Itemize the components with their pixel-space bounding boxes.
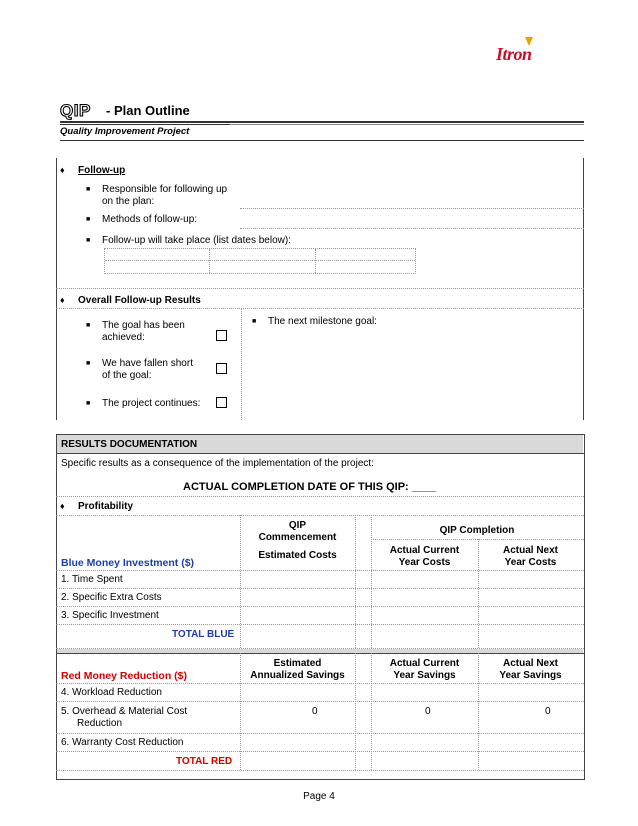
subtitle: Quality Improvement Project bbox=[60, 126, 190, 137]
row-rule bbox=[56, 683, 584, 684]
results-header-rule bbox=[56, 453, 584, 454]
completion-header-rule bbox=[371, 539, 584, 540]
row-rule bbox=[56, 701, 584, 702]
followup-responsible-label: Responsible for following up on the plan: bbox=[102, 184, 228, 207]
row-rule bbox=[56, 624, 584, 625]
profitability-heading: Profitability bbox=[78, 501, 134, 512]
followup-dates-label: Follow-up will take place (list dates below): bbox=[102, 235, 291, 246]
results-heading: RESULTS DOCUMENTATION bbox=[61, 439, 198, 450]
diamond-bullet-icon: ♦ bbox=[60, 165, 65, 175]
red-money-heading: Red Money Reduction ($) bbox=[61, 670, 188, 682]
followup-methods-label: Methods of follow-up: bbox=[102, 214, 198, 225]
goal-achieved-checkbox[interactable] bbox=[216, 330, 227, 341]
section1-left-border bbox=[56, 158, 57, 420]
title-plan-outline: - Plan Outline bbox=[106, 103, 190, 118]
divider bbox=[56, 515, 584, 516]
overall-divider bbox=[56, 308, 584, 309]
square-bullet-icon: ■ bbox=[86, 400, 91, 407]
fallen-short-label: We have fallen short of the goal: bbox=[102, 358, 193, 381]
row-rule bbox=[56, 570, 584, 571]
square-bullet-icon: ■ bbox=[86, 186, 91, 193]
estimated-costs-header: Estimated Costs bbox=[258, 550, 337, 561]
methods-field-line[interactable] bbox=[240, 228, 584, 229]
section1-right-border bbox=[583, 158, 584, 420]
header-rule-thin bbox=[230, 124, 584, 125]
blue-row-investment: 3. Specific Investment bbox=[61, 610, 159, 621]
estimated-savings-header: Estimated Annualized Savings bbox=[250, 658, 345, 681]
dates-grid[interactable] bbox=[104, 248, 416, 274]
project-continues-checkbox[interactable] bbox=[216, 397, 227, 408]
blue-row-extra-costs: 2. Specific Extra Costs bbox=[61, 592, 162, 603]
fallen-short-checkbox[interactable] bbox=[216, 363, 227, 374]
square-bullet-icon: ■ bbox=[252, 318, 257, 325]
itron-logo: Itron bbox=[496, 44, 532, 65]
results-description: Specific results as a consequence of the implementation of the project: bbox=[61, 458, 374, 469]
blue-row-time-spent: 1. Time Spent bbox=[61, 574, 123, 585]
row-rule bbox=[56, 588, 584, 589]
logo-accent-icon bbox=[525, 37, 533, 46]
row-rule bbox=[56, 751, 584, 752]
actual-next-savings-value: 0 bbox=[545, 706, 551, 717]
overall-column-divider bbox=[241, 308, 242, 420]
separator-rule bbox=[56, 653, 584, 654]
actual-next-costs-header: Actual Next Year Costs bbox=[502, 545, 558, 568]
total-blue-label: TOTAL BLUE bbox=[172, 629, 235, 640]
completion-date[interactable]: ACTUAL COMPLETION DATE OF THIS QIP: ____ bbox=[183, 481, 437, 493]
goal-achieved-label: The goal has been achieved: bbox=[102, 320, 185, 343]
milestone-label: The next milestone goal: bbox=[268, 316, 377, 327]
square-bullet-icon: ■ bbox=[86, 237, 91, 244]
qip-commencement-header: QIP Commencement bbox=[258, 520, 337, 543]
qip-completion-header: QIP Completion bbox=[439, 525, 515, 536]
actual-current-costs-header: Actual Current Year Costs bbox=[389, 545, 460, 568]
project-continues-label: The project continues: bbox=[102, 398, 201, 409]
est-savings-value: 0 bbox=[312, 706, 318, 717]
title-qip: QIP bbox=[60, 101, 91, 120]
red-row-overhead: 5. Overhead & Material Cost Reduction bbox=[61, 706, 188, 729]
row-rule bbox=[56, 606, 584, 607]
page-number: Page 4 bbox=[303, 791, 335, 802]
red-row-workload: 4. Workload Reduction bbox=[61, 687, 162, 698]
subtitle-rule bbox=[60, 140, 584, 141]
col-line-6 bbox=[355, 653, 356, 770]
square-bullet-icon: ■ bbox=[86, 322, 91, 329]
actual-current-savings-value: 0 bbox=[425, 706, 431, 717]
actual-next-savings-header: Actual Next Year Savings bbox=[499, 658, 562, 681]
divider bbox=[56, 496, 584, 497]
col-line-2 bbox=[355, 515, 356, 648]
responsible-field-line[interactable] bbox=[240, 208, 584, 209]
followup-heading: Follow-up bbox=[78, 165, 126, 176]
row-rule bbox=[56, 733, 584, 734]
section-divider bbox=[56, 288, 584, 289]
blue-money-heading: Blue Money Investment ($) bbox=[61, 557, 195, 569]
square-bullet-icon: ■ bbox=[86, 360, 91, 367]
square-bullet-icon: ■ bbox=[86, 216, 91, 223]
diamond-bullet-icon: ♦ bbox=[60, 501, 65, 511]
overall-heading: Overall Follow-up Results bbox=[78, 295, 201, 306]
red-row-warranty: 6. Warranty Cost Reduction bbox=[61, 737, 184, 748]
actual-current-savings-header: Actual Current Year Savings bbox=[389, 658, 460, 681]
diamond-bullet-icon: ♦ bbox=[60, 295, 65, 305]
row-rule bbox=[56, 770, 584, 771]
total-red-label: TOTAL RED bbox=[176, 756, 233, 767]
